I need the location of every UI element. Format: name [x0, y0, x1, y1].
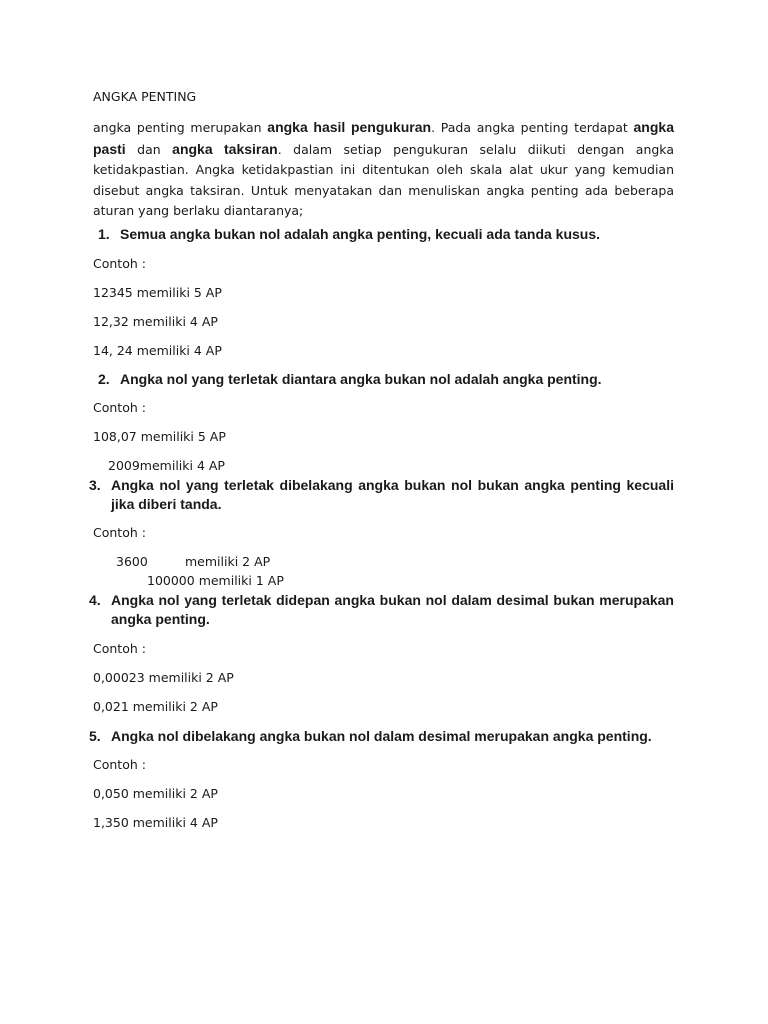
rule-5-example-2: 1,350 memiliki 4 AP	[93, 815, 218, 830]
rule-1	[98, 225, 678, 244]
intro-bold-1: angka hasil pengukuran	[267, 119, 432, 135]
intro-bold-2: angka pasti	[93, 119, 674, 157]
intro-bold-3: angka taksiran	[172, 140, 278, 157]
intro-text-2: . Pada angka penting terdapat	[431, 120, 634, 135]
rule-1-number: 1.	[98, 226, 110, 242]
rule-2	[98, 370, 678, 389]
rule-3-contoh-label: Contoh :	[93, 525, 146, 540]
rule-2-example-2: 2009memiliki 4 AP	[108, 458, 225, 473]
rule-1-example-3: 14, 24 memiliki 4 AP	[93, 343, 222, 358]
rule-2-example-1: 108,07 memiliki 5 AP	[93, 429, 226, 444]
rule-2-contoh-label: Contoh :	[93, 400, 146, 415]
intro-text-4: . dalam setiap pengukuran selalu diikuti dengan angka ketidakpastian. Angka ketidakpastian ini ditentukan oleh skala alat ukur yang kemudian disebut angka taksiran. Untuk menyatakan dan menuliskan angka penting ada beberapa aturan yang berlaku diantaranya;	[93, 141, 674, 218]
document-title: ANGKA PENTING	[93, 89, 197, 104]
rule-4-contoh-label: Contoh :	[93, 641, 146, 656]
rule-1-contoh-label: Contoh :	[93, 256, 146, 271]
rule-4	[89, 591, 674, 629]
rule-1-example-1: 12345 memiliki 5 AP	[93, 285, 222, 300]
rule-2-text: Angka nol yang terletak diantara angka bukan nol adalah angka penting.	[120, 371, 602, 387]
rule-1-example-2: 12,32 memiliki 4 AP	[93, 314, 218, 329]
rule-2-number: 2.	[98, 371, 110, 387]
rule-3-text: Angka nol yang terletak dibelakang angka bukan nol bukan angka penting kecuali jika diberi tanda.	[111, 477, 674, 512]
rule-5	[89, 727, 674, 746]
rule-5-number: 5.	[89, 728, 101, 744]
rule-3-example-1-value: 3600	[116, 554, 148, 569]
rule-1-text: Semua angka bukan nol adalah angka penting, kecuali ada tanda kusus.	[120, 226, 601, 242]
rule-3-example-1-desc: memiliki 2 AP	[185, 554, 271, 569]
rule-5-text: Angka nol dibelakang angka bukan nol dalam desimal merupakan angka penting.	[111, 728, 652, 744]
intro-text-1: angka penting merupakan	[93, 120, 268, 135]
rule-3	[89, 476, 674, 514]
rule-4-example-2: 0,021 memiliki 2 AP	[93, 699, 218, 714]
rule-4-example-1: 0,00023 memiliki 2 AP	[93, 670, 234, 685]
intro-text-3: dan	[125, 141, 173, 157]
rule-3-example-2: 100000 memiliki 1 AP	[147, 573, 284, 588]
rule-3-number: 3.	[89, 477, 101, 493]
rule-4-text: Angka nol yang terletak didepan angka bukan nol dalam desimal bukan merupakan angka penting.	[111, 592, 674, 627]
rule-4-number: 4.	[89, 592, 101, 608]
intro-paragraph	[93, 117, 674, 222]
rule-5-example-1: 0,050 memiliki 2 AP	[93, 786, 218, 801]
rule-5-contoh-label: Contoh :	[93, 757, 146, 772]
